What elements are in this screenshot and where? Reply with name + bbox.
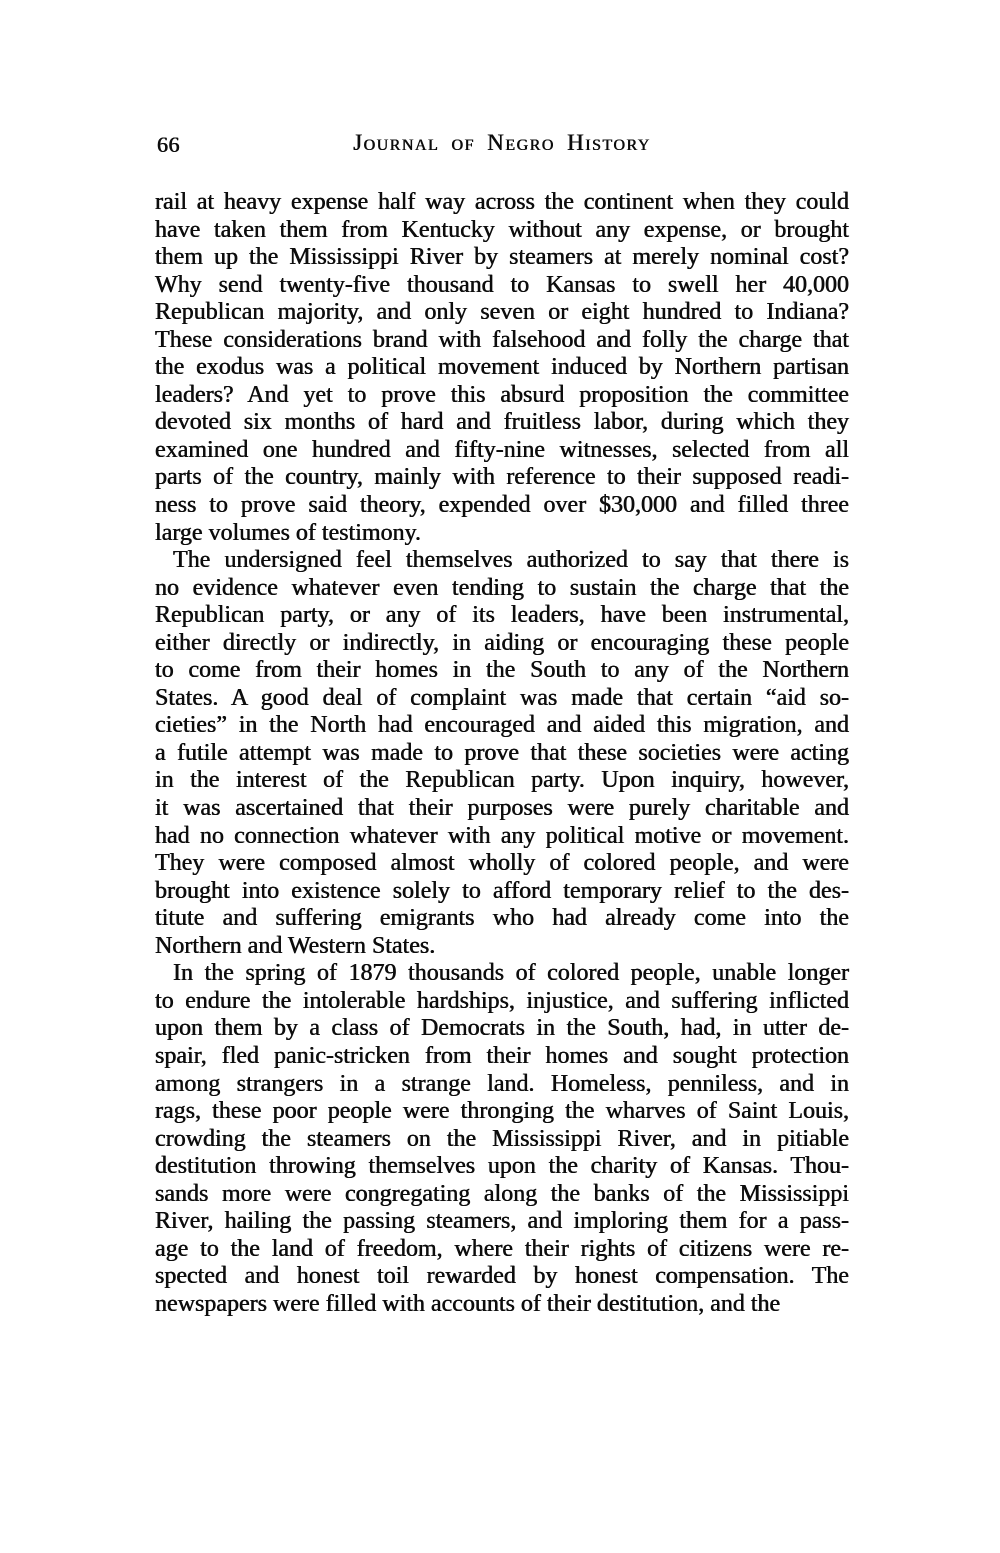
text-line: it was ascertained that their purposes were purely charitable and xyxy=(155,795,849,822)
text-line: leaders? And yet to prove this absurd proposition the committee xyxy=(155,381,849,408)
text-line: either directly or indirectly, in aiding or encouraging these people xyxy=(155,629,849,656)
text-line: parts of the country, mainly with reference to their supposed readi- xyxy=(155,464,849,491)
text-line: the exodus was a political movement induced by Northern partisan xyxy=(155,354,849,381)
text-line: rail at heavy expense half way across the continent when they could xyxy=(155,189,849,215)
text-line: rags, these poor people were thronging the wharves of Saint Louis, xyxy=(155,1098,849,1125)
text-line: ness to prove said theory, expended over $30,000 and filled three xyxy=(155,492,849,519)
running-head-title: Journal of Negro History xyxy=(353,130,651,155)
paragraph-1 xyxy=(155,189,849,547)
text-line: spair, fled panic-stricken from their homes and sought protection xyxy=(155,1042,849,1069)
paragraph-2 xyxy=(155,547,849,960)
text-line: These considerations brand with falsehood and folly the charge that xyxy=(155,326,849,353)
text-line: The undersigned feel themselves authorized to say that there is xyxy=(173,547,849,574)
text-line: Republican majority, and only seven or eight hundred to Indiana? xyxy=(155,299,849,326)
text-line: crowding the steamers on the Mississippi River, and in pitiable xyxy=(155,1125,849,1152)
text-line: to endure the intolerable hardships, injustice, and suffering inflicted xyxy=(155,987,849,1014)
text-line: had no connection whatever with any political motive or movement. xyxy=(155,822,849,849)
text-line: upon them by a class of Democrats in the South, had, in utter de- xyxy=(155,1015,849,1042)
text-line: They were composed almost wholly of colored people, and were xyxy=(155,850,849,877)
page-header xyxy=(155,130,849,160)
body-text xyxy=(155,189,849,1318)
text-line: Why send twenty-five thousand to Kansas to swell her 40,000 xyxy=(155,271,849,298)
text-line: spected and honest toil rewarded by honest compensation. The xyxy=(155,1263,849,1290)
text-line: examined one hundred and fifty-nine witnesses, selected from all xyxy=(155,436,849,463)
text-line: among strangers in a strange land. Homeless, penniless, and in xyxy=(155,1070,849,1097)
text-line: large volumes of testimony. xyxy=(155,519,421,546)
text-line: In the spring of 1879 thousands of colored people, unable longer xyxy=(173,960,849,987)
text-line: States. A good deal of complaint was made that certain “aid so- xyxy=(155,684,849,711)
text-line: cieties” in the North had encouraged and aided this migration, and xyxy=(155,712,849,739)
text-line: to come from their homes in the South to any of the Northern xyxy=(155,657,849,684)
text-line: sands more were congregating along the banks of the Mississippi xyxy=(155,1180,849,1207)
paragraph-3 xyxy=(155,960,849,1318)
text-line: them up the Mississippi River by steamers at merely nominal cost? xyxy=(155,244,849,271)
text-line: destitution throwing themselves upon the charity of Kansas. Thou- xyxy=(155,1153,849,1180)
page-number: 66 xyxy=(157,132,180,157)
text-line: no evidence whatever even tending to sustain the charge that the xyxy=(155,574,849,601)
text-line: have taken them from Kentucky without any expense, or brought xyxy=(155,216,849,243)
text-line: a futile attempt was made to prove that these societies were acting xyxy=(155,739,849,766)
text-line: titute and suffering emigrants who had already come into the xyxy=(155,905,849,932)
text-line: devoted six months of hard and fruitless labor, during which they xyxy=(155,409,849,436)
text-line: River, hailing the passing steamers, and imploring them for a pass- xyxy=(155,1208,849,1235)
text-line: in the interest of the Republican party. Upon inquiry, however, xyxy=(155,767,849,794)
text-line: Republican party, or any of its leaders, have been instrumental, xyxy=(155,602,849,629)
text-line: age to the land of freedom, where their rights of citizens were re- xyxy=(155,1235,849,1262)
text-line: brought into existence solely to afford temporary relief to the des- xyxy=(155,877,849,904)
text-line: Northern and Western States. xyxy=(155,932,436,959)
text-line: newspapers were filled with accounts of their destitution, and the xyxy=(155,1290,781,1317)
